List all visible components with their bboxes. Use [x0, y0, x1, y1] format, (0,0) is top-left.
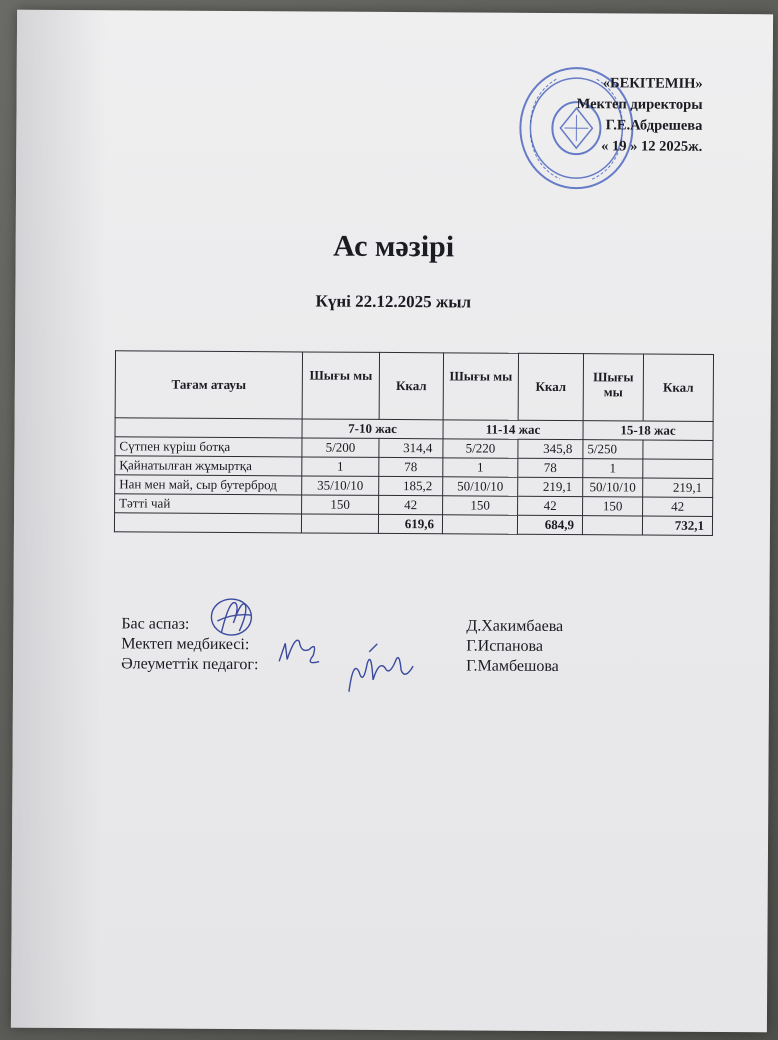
document-sheet — [11, 10, 773, 1033]
empty-cell — [114, 513, 301, 533]
kcal-cell: 78 — [518, 458, 583, 477]
kcal-cell: 314,4 — [379, 438, 443, 457]
approval-heading: «БЕКІТЕМІН» — [602, 75, 703, 92]
portion-cell: 50/10/10 — [443, 477, 518, 496]
approval-name: Г.Е.Абдрешева — [605, 117, 703, 134]
portion-cell: 1 — [302, 457, 379, 476]
approval-position: Мектеп директоры — [576, 96, 703, 113]
portion-cell: 150 — [302, 495, 379, 514]
dish-name: Қайнатылған жұмыртқа — [115, 456, 302, 476]
total-kcal: 732,1 — [642, 516, 712, 535]
dish-name: Нан мен май, сыр бутерброд — [115, 475, 302, 495]
table-header-row — [115, 351, 713, 422]
header-kcal: Ккал — [643, 354, 713, 421]
total-kcal: 619,6 — [378, 514, 442, 533]
age-group-label: 7-10 жас — [302, 419, 443, 439]
header-portion: Шығы мы — [583, 354, 643, 421]
header-kcal: Ккал — [379, 352, 443, 419]
total-row — [114, 513, 712, 536]
kcal-cell: 345,8 — [518, 439, 583, 458]
dish-name: Сүтпен күріш ботқа — [115, 437, 302, 457]
empty-cell — [582, 516, 642, 535]
kcal-cell — [643, 440, 713, 459]
page-title: Ас мәзірі — [333, 229, 455, 264]
menu-date: Күні 22.12.2025 жыл — [315, 291, 472, 312]
staff-role: Әлеуметтік педагог: — [121, 655, 259, 674]
kcal-cell: 219,1 — [518, 477, 583, 496]
staff-name: Г.Испанова — [466, 637, 544, 655]
portion-cell: 5/220 — [443, 439, 518, 458]
kcal-cell: 219,1 — [643, 478, 713, 497]
pedagogue-signature-icon — [343, 640, 423, 700]
kcal-cell — [643, 459, 713, 478]
staff-name: Г.Мамбешова — [466, 657, 559, 676]
menu-table — [114, 350, 714, 536]
kcal-cell: 78 — [379, 457, 443, 476]
portion-cell: 5/200 — [302, 438, 379, 457]
kcal-cell: 185,2 — [379, 476, 443, 495]
kcal-cell: 42 — [518, 496, 583, 515]
kcal-cell: 42 — [379, 495, 443, 514]
approval-date: « 19 » 12 2025ж. — [601, 138, 703, 155]
empty-cell — [442, 515, 517, 534]
chef-signature-icon — [203, 593, 263, 643]
portion-cell: 50/10/10 — [583, 478, 643, 497]
staff-role: Бас аспаз: — [121, 615, 190, 633]
paper-shadow — [11, 10, 107, 1029]
header-kcal: Ккал — [518, 353, 583, 420]
portion-cell: 150 — [583, 497, 643, 516]
approval-block — [576, 73, 702, 158]
portion-cell: 150 — [443, 496, 518, 515]
kcal-cell: 42 — [643, 497, 713, 516]
header-portion: Шығы мы — [302, 352, 379, 419]
age-group-label: 11-14 жас — [443, 420, 583, 440]
staff-role: Мектеп медбикесі: — [121, 635, 250, 654]
portion-cell: 1 — [583, 459, 643, 478]
total-kcal: 684,9 — [517, 515, 582, 534]
dish-name: Тәтті чай — [115, 494, 302, 514]
empty-cell — [301, 514, 378, 533]
portion-cell: 35/10/10 — [302, 476, 379, 495]
header-portion: Шығы мы — [443, 353, 518, 420]
staff-name: Д.Хакимбаева — [466, 617, 564, 636]
portion-cell: 5/250 — [583, 440, 643, 459]
age-group-label: 15-18 жас — [583, 421, 713, 441]
header-dish-name: Тағам атауы — [115, 351, 302, 419]
portion-cell: 1 — [443, 458, 518, 477]
empty-cell — [115, 418, 302, 438]
nurse-signature-icon — [275, 631, 325, 671]
